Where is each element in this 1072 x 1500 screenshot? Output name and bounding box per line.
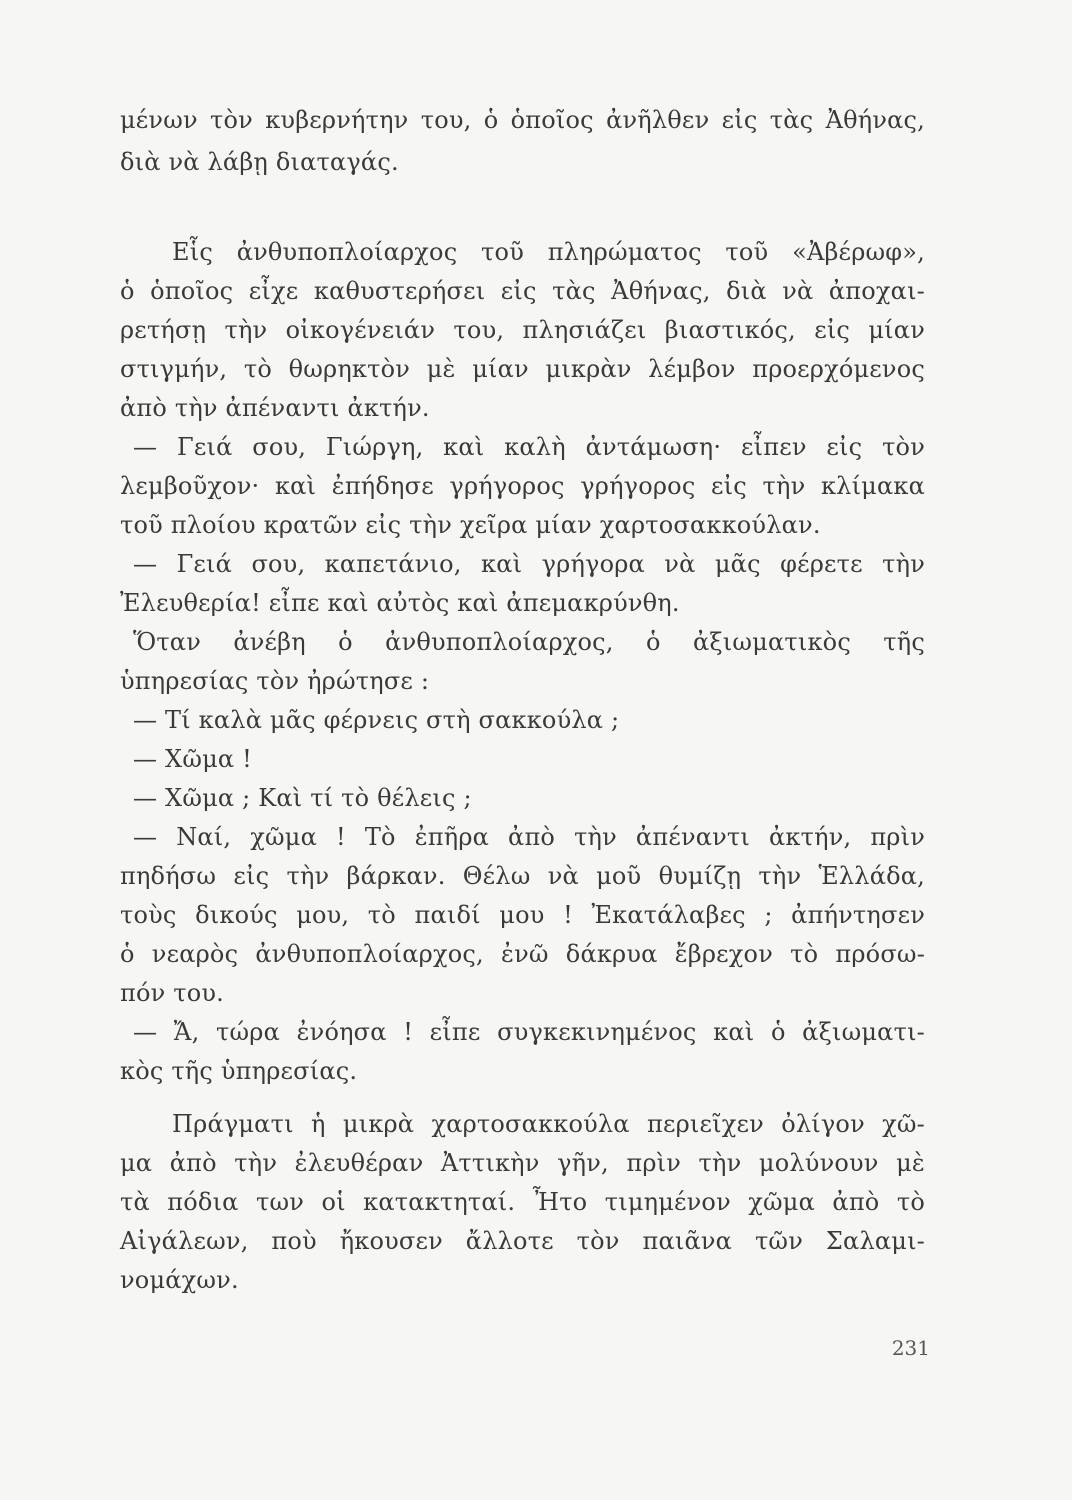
page-number: 231 [891, 1336, 930, 1360]
text-line-8: — Γειά σου, Γιώργη, καὶ καλὴ ἀντάμωση· εἶπεν εἰς τὸν [133, 433, 925, 461]
text-line-20: τοὺς δικούς μου, τὸ παιδί μου ! Ἐκατάλαβες ; ἀπήντησεν [120, 901, 925, 929]
text-line-19: πηδήσω εἰς τὴν βάρκαν. Θέλω νὰ μοῦ θυμίζῃ τὴν Ἑλλάδα, [120, 862, 925, 890]
text-line-18: — Ναί, χῶμα ! Τὸ ἐπῆρα ἀπὸ τὴν ἀπέναντι ἀκτήν, πρὶν [133, 823, 925, 851]
text-line-6: στιγμήν, τὸ θωρηκτὸν μὲ μίαν μικρὰν λέμβον προερχόμενος [120, 355, 925, 383]
text-line-17: — Χῶμα ; Καὶ τί τὸ θέλεις ; [133, 784, 472, 812]
text-line-4: ὁ ὁποῖος εἶχε καθυστερήσει εἰς τὰς Ἀθήνας, διὰ νὰ ἀποχαι- [120, 277, 925, 305]
text-line-24: κὸς τῆς ὑπηρεσίας. [120, 1057, 358, 1085]
text-line-26: μα ἀπὸ τὴν ἐλευθέραν Ἀττικὴν γῆν, πρὶν τὴν μολύνουν μὲ [120, 1149, 925, 1177]
text-line-16: — Χῶμα ! [133, 745, 252, 773]
text-line-22: πόν του. [120, 979, 224, 1007]
text-line-1: μένων τὸν κυβερνήτην του, ὁ ὁποῖος ἀνῆλθεν εἰς τὰς Ἀθήνας, [120, 106, 925, 134]
text-line-14: ὑπηρεσίας τὸν ἠρώτησε : [120, 667, 430, 695]
text-line-23: — Ἄ, τώρα ἐνόησα ! εἶπε συγκεκινημένος καὶ ὁ ἀξιωματι- [133, 1018, 925, 1046]
text-line-15: — Τί καλὰ μᾶς φέρνεις στὴ σακκούλα ; [133, 706, 620, 734]
text-line-11: — Γειά σου, καπετάνιο, καὶ γρήγορα νὰ μᾶς φέρετε τὴν [133, 550, 925, 578]
text-line-9: λεμβοῦχον· καὶ ἐπήδησε γρήγορος γρήγορος εἰς τὴν κλίμακα [120, 472, 925, 500]
text-line-7: ἀπὸ τὴν ἀπέναντι ἀκτήν. [120, 394, 430, 422]
text-line-5: ρετήσῃ τὴν οἰκογένειάν του, πλησιάζει βιαστικός, εἰς μίαν [120, 316, 925, 344]
text-line-21: ὁ νεαρὸς ἀνθυποπλοίαρχος, ἐνῶ δάκρυα ἔβρεχον τὸ πρόσω- [120, 940, 925, 968]
text-line-3: Εἷς ἀνθυποπλοίαρχος τοῦ πληρώματος τοῦ «Ἀβέρωφ», [172, 238, 925, 266]
text-line-10: τοῦ πλοίου κρατῶν εἰς τὴν χεῖρα μίαν χαρτοσακκούλαν. [120, 511, 821, 539]
text-line-2: διὰ νὰ λάβῃ διαταγάς. [120, 148, 399, 176]
text-line-25: Πράγματι ἡ μικρὰ χαρτοσακκούλα περιεῖχεν ὀλίγον χῶ- [172, 1110, 925, 1138]
text-line-27: τὰ πόδια των οἱ κατακτηταί. Ἦτο τιμημένον χῶμα ἀπὸ τὸ [120, 1188, 925, 1216]
text-line-12: Ἐλευθερία! εἶπε καὶ αὐτὸς καὶ ἀπεμακρύνθη. [120, 589, 680, 617]
text-line-29: νομάχων. [120, 1266, 239, 1294]
text-line-28: Αἰγάλεων, ποὺ ἤκουσεν ἄλλοτε τὸν παιᾶνα τῶν Σαλαμι- [120, 1227, 925, 1255]
text-line-13: Ὅταν ἀνέβη ὁ ἀνθυποπλοίαρχος, ὁ ἀξιωματικὸς τῆς [133, 628, 925, 656]
